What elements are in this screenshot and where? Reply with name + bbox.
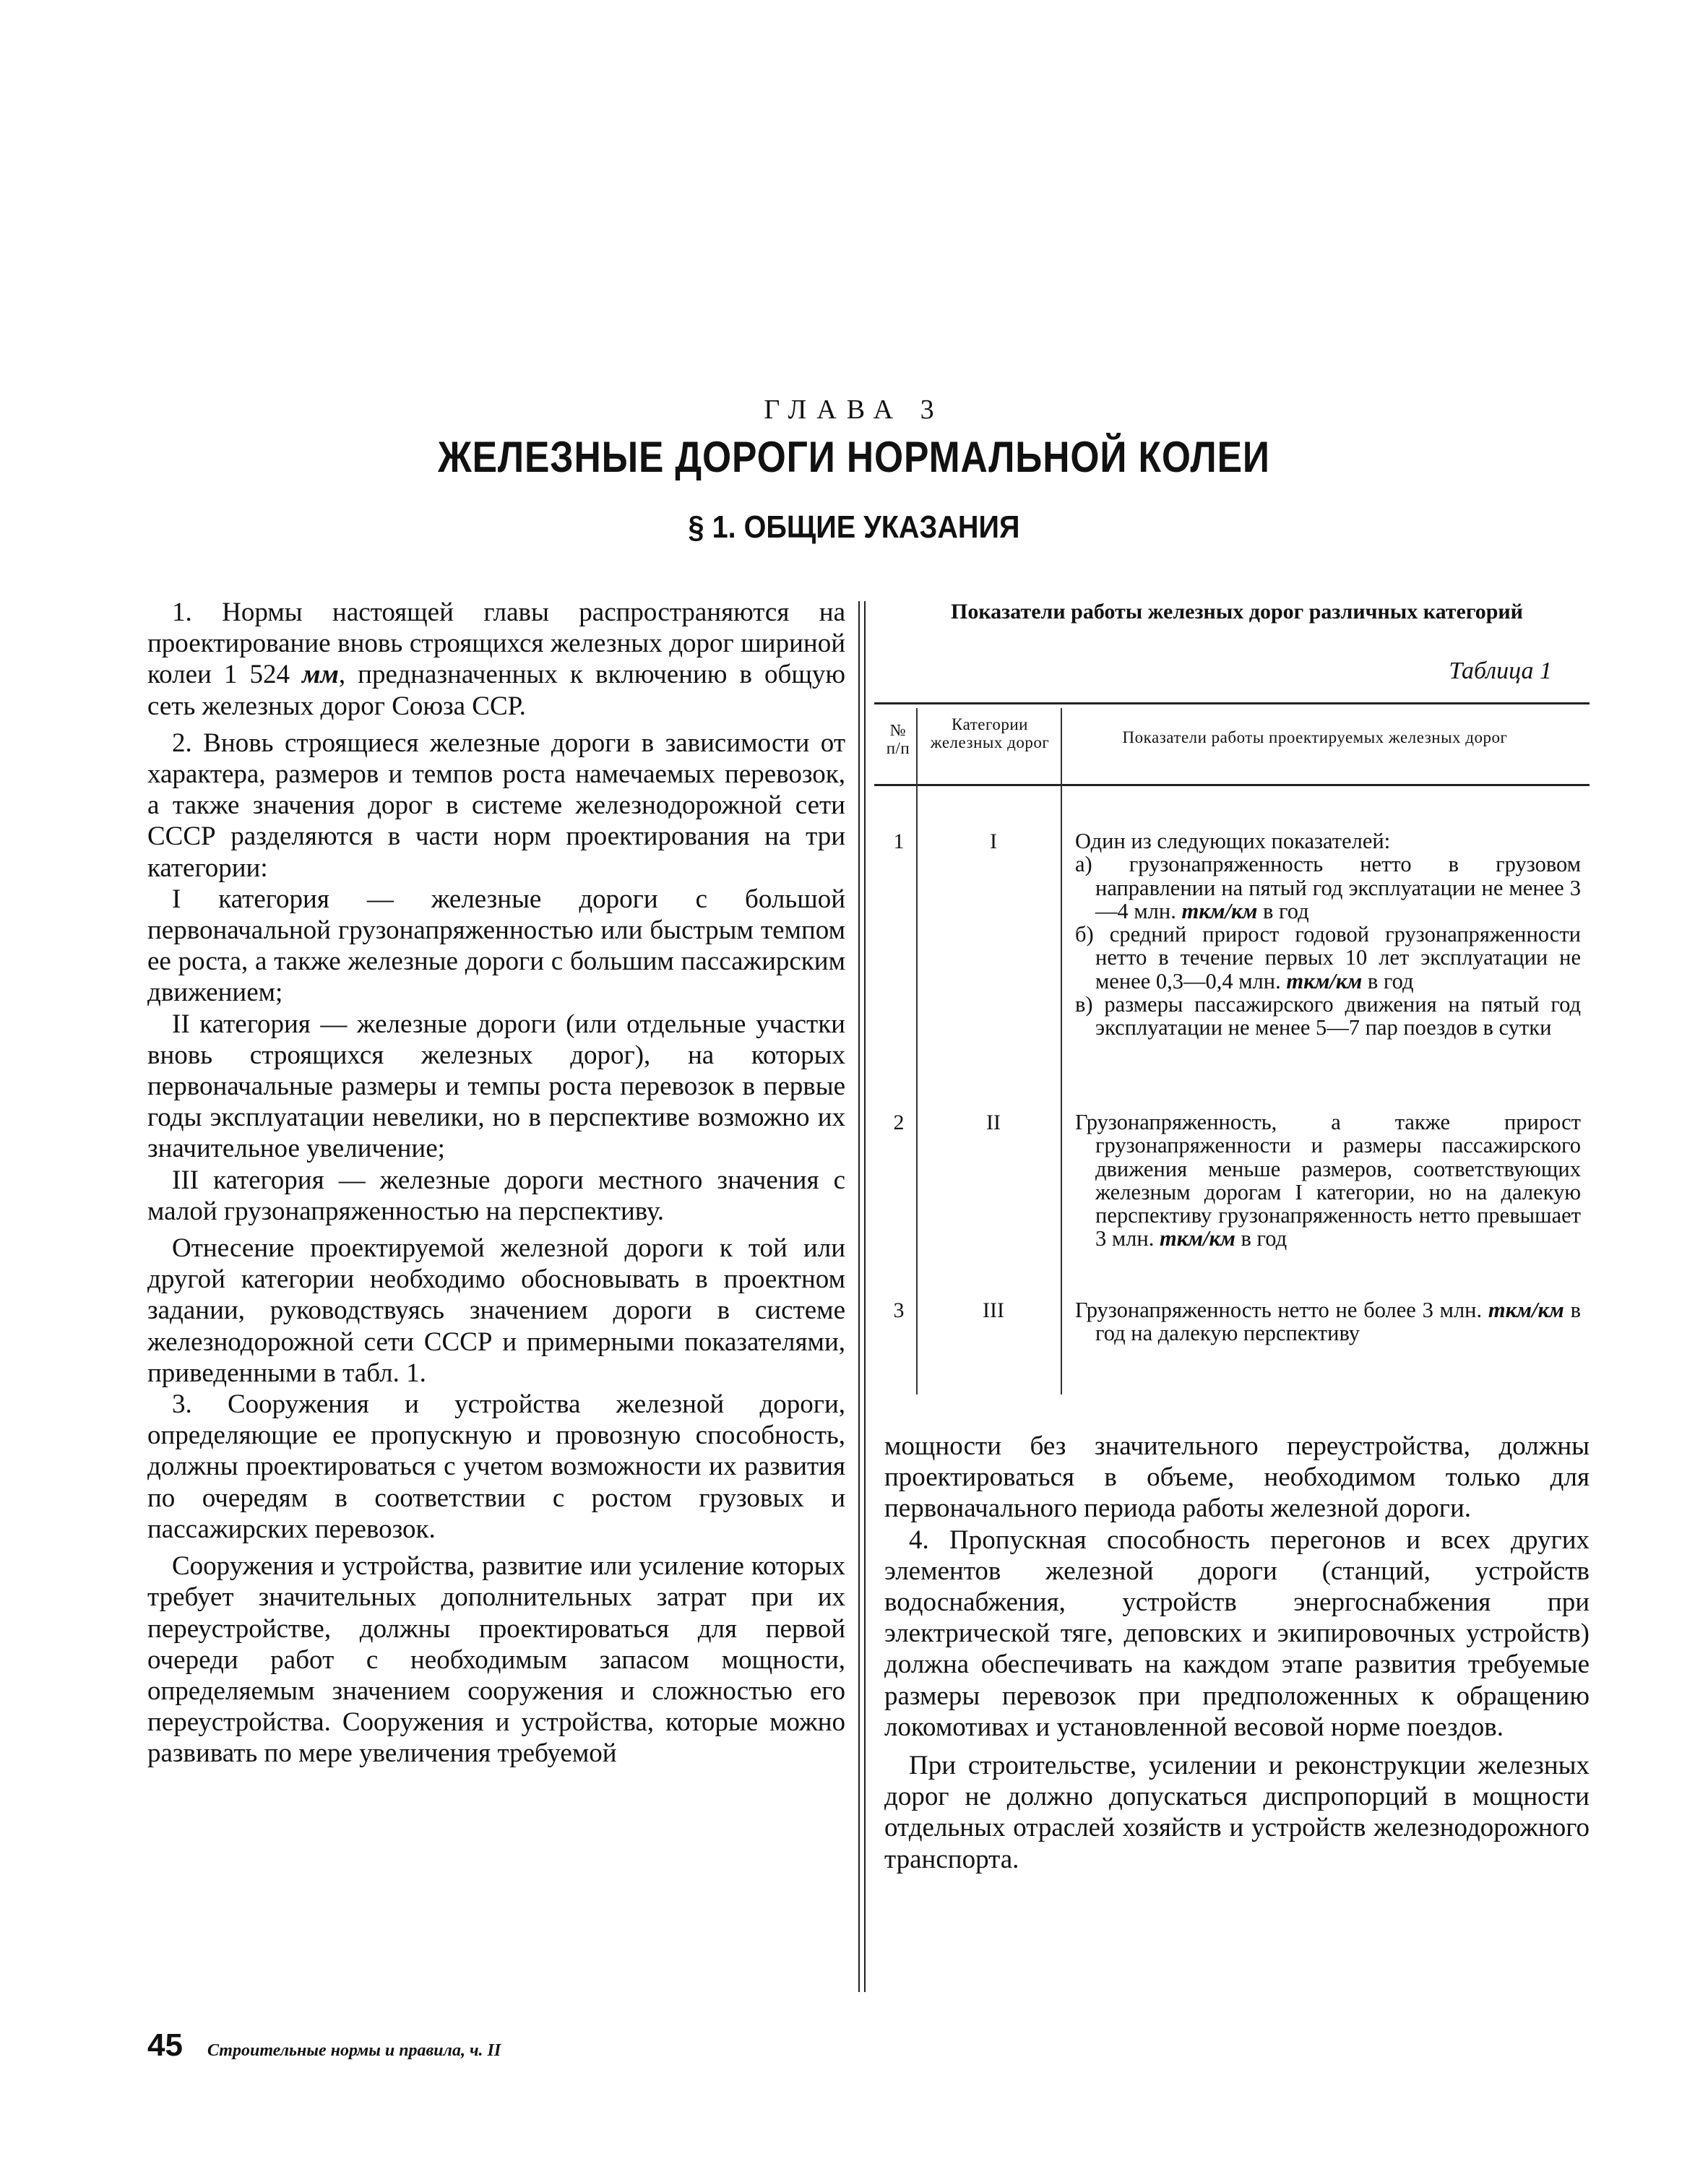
row-2-unit: ткм/км (1159, 1226, 1235, 1251)
unit-mm: мм (302, 660, 339, 690)
header-category: Категории железных дорог (930, 715, 1050, 751)
paragraph-1-text-b: , предназначенных к включению в общую сеть железных дорог Союза ССР. (147, 660, 846, 721)
table-top-rule (874, 702, 1590, 704)
page-footer (147, 2027, 501, 2064)
row-1-intro: Один из следующих показателей: (1075, 829, 1391, 853)
chapter-label: ГЛАВА 3 (764, 395, 944, 425)
row-2-text-b: в год (1235, 1226, 1288, 1251)
row-3-num: 3 (893, 1298, 905, 1322)
table-header-rule (874, 784, 1590, 786)
right-paragraph-2: 4. Пропускная способность перегонов и всех других элементов железной дороги (станций, устройств водоснабжения, устройств энергоснабжения при электрической тяге, деповских и экипировочных устройств) должна обеспечивать на каждом этапе развития требуемые размеры перевозок при предположенных к обращению локомотивах и установленной весовой норме поездов. (884, 1525, 1590, 1742)
row-2-num: 2 (893, 1111, 905, 1134)
paragraph-category-3: III категория — железные дороги местного значения с малой грузонапряженностью на перспективу. (147, 1165, 845, 1226)
row-1-item-b-unit: ткм/км (1286, 968, 1363, 993)
left-column (147, 597, 845, 1769)
paragraph-category-1: I категория — железные дороги с большой первоначальной грузонапряженностью или быстрым темпом ее роста, а также железные дороги с большим пассажирским движением; (147, 884, 845, 1008)
row-2-text (1075, 1111, 1581, 1251)
paragraph-6: Отнесение проектируемой железной дороги к той или другой категории необходимо обосновывать в проектном задании, руководствуясь значением дороги в системе железнодорожной сети СССР и примерными показателями, приведенными в табл. 1. (147, 1233, 845, 1388)
row-3-desc (1075, 1298, 1581, 1345)
row-1-item-a (1075, 853, 1581, 923)
row-2-category: II (986, 1111, 1001, 1134)
table-caption: Показатели работы железных дорог различных категорий (951, 600, 1523, 624)
header-indicators: Показатели работы проектируемых железных дорог (1122, 728, 1508, 746)
row-3-text-a: Грузонапряженность нетто не более 3 млн. (1075, 1298, 1488, 1322)
chapter-title: ЖЕЛЕЗНЫЕ ДОРОГИ НОРМАЛЬНОЙ КОЛЕИ (438, 433, 1270, 481)
right-paragraph-3: При строительстве, усилении и реконструкции железных дорог не должно допускаться диспропорций в мощности отдельных отраслей хозяйств и устройств железнодорожного транспорта. (884, 1751, 1590, 1874)
row-3-unit: ткм/км (1488, 1298, 1564, 1322)
paragraph-8: Сооружения и устройства, развитие или усиление которых требует значительных дополнительных затрат при их переустройстве, должны проектироваться для первой очереди работ с необходимым запасом мощности, определяемым значением сооружения и сложностью его переустройства. Сооружения и устройства, которые можно развивать по мере увеличения требуемой (147, 1551, 845, 1769)
right-paragraph-1: мощности без значительного переустройства, должны проектироваться в объеме, необходимом только для первоначального периода работы железной дороги. (884, 1431, 1590, 1524)
table-vline-2 (1061, 708, 1062, 1394)
row-1-item-a-end: в год (1257, 898, 1309, 923)
row-1-desc (1075, 829, 1581, 1040)
row-1-category: I (990, 829, 997, 853)
paragraph-category-2: II категория — железные дороги (или отдельные участки вновь строящихся железных дорог), на которых первоначальные размеры и темпы роста перевозок в первые годы эксплуатации невелики, но в перспективе возможно их значительное увеличение; (147, 1009, 845, 1164)
row-1-item-b-end: в год (1362, 968, 1414, 993)
section-title: § 1. ОБЩИЕ УКАЗАНИЯ (688, 509, 1020, 545)
row-3-category: III (983, 1298, 1004, 1322)
table-number: Таблица 1 (1449, 658, 1552, 684)
right-column (884, 1431, 1590, 1875)
row-1-item-b (1075, 923, 1581, 993)
column-divider (858, 601, 866, 1992)
footer-source: Строительные нормы и правила, ч. II (207, 2041, 501, 2060)
row-1-item-a-text: а) грузонапряженность нетто в грузовом направлении на пятый год эксплуатации не менее 3—4 млн. (1075, 852, 1581, 923)
paragraph-7: 3. Сооружения и устройства железной дороги, определяющие ее пропускную и провозную способность, должны проектироваться с учетом возможности их развития по очередям в соответствии с ростом грузовых и пассажирских перевозок. (147, 1389, 845, 1544)
paragraph-1 (147, 597, 845, 722)
paragraph-2: 2. Вновь строящиеся железные дороги в зависимости от характера, размеров и темпов роста намечаемых перевозок, а также значения дорог в системе железнодорожной сети СССР разделяются в части норм проектирования на три категории: (147, 728, 845, 883)
page-number: 45 (147, 2027, 183, 2063)
row-1-item-b-text: б) средний прирост годовой грузонапряженности нетто в течение первых 10 лет эксплуатации не менее 0,3—0,4 млн. (1075, 922, 1581, 993)
row-1-item-a-unit: ткм/км (1181, 898, 1258, 923)
row-2-desc (1075, 1111, 1581, 1251)
row-3-text-b: в год на далекую перспективу (1095, 1298, 1581, 1346)
row-3-text (1075, 1298, 1581, 1345)
row-2-text-a: Грузонапряженность, а также прирост грузонапряженности и размеры пассажирского движения меньше размеров, соответствующих железным дорогам I категории, но на далекую перспективу грузонапряженность нетто превышает 3 млн. (1075, 1110, 1581, 1251)
row-1-num: 1 (893, 829, 905, 853)
header-num: № п/п (886, 721, 910, 757)
paragraph-1-text-a: 1. Нормы настоящей главы распространяются на проектирование вновь строящихся железных дорог шириной колеи 1 524 (147, 598, 845, 690)
row-1-item-c: в) размеры пассажирского движения на пятый год эксплуатации не менее 5—7 пар поездов в сутки (1075, 992, 1581, 1040)
table-vline-1 (916, 708, 918, 1394)
